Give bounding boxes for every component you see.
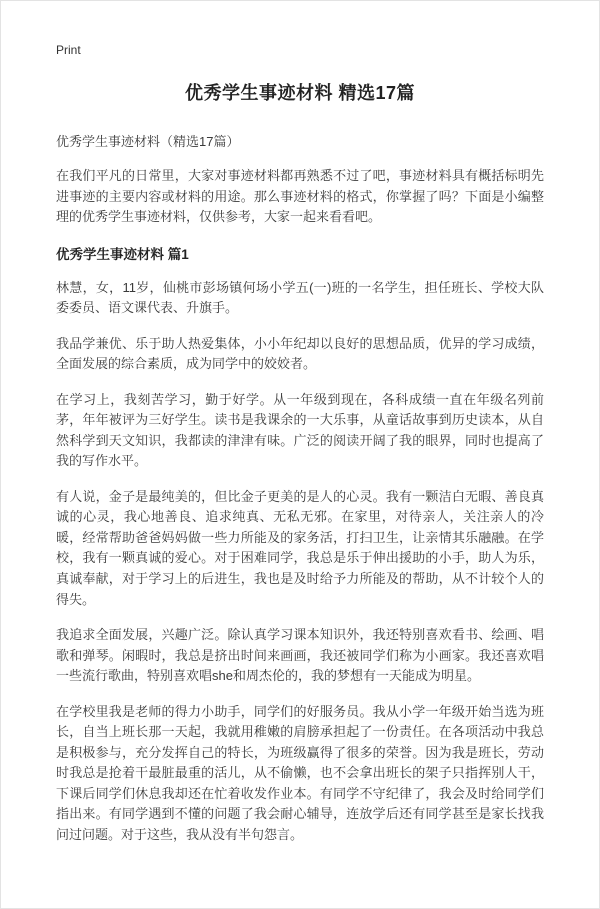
body-paragraph: 在学习上，我刻苦学习，勤于好学。从一年级到现在，各科成绩一直在年级名列前茅，年年被评为三好学生。读书是我课余的一大乐事，从童话故事到历史读本，从自然科学到天文知识，我都读的津津有味。广泛的阅读开阔了我的眼界，同时也提高了我的写作水平。 xyxy=(56,391,544,469)
body-paragraph: 我品学兼优、乐于助人热爱集体，小小年纪却以良好的思想品质，优异的学习成绩，全面发展的综合素质，成为同学中的姣姣者。 xyxy=(56,335,544,372)
print-link[interactable]: Print xyxy=(56,43,81,57)
body-paragraph: 在学校里我是老师的得力小助手，同学们的好服务员。我从小学一年级开始当选为班长，自当上班长那一天起，我就用稚嫩的肩膀承担起了一份责任。在各项活动中我总是积极参与，充分发挥自己的特长，为班级赢得了很多的荣誉。因为我是班长，劳动时我总是抢着干最脏最重的活儿，从不偷懒，也不会拿出班长的架子只指挥别人干，下课后同学们休息我却还在忙着收发作业本。有同学不守纪律了，我会及时给同学们指出来。有同学遇到不懂的问题了我会耐心辅导，连放学后还有同学甚至是家长找我问过问题。对于这些，我从没有半句怨言。 xyxy=(56,703,544,842)
document-subtitle: 优秀学生事迹材料（精选17篇） xyxy=(56,134,240,149)
intro-paragraph: 在我们平凡的日常里，大家对事迹材料都再熟悉不过了吧，事迹材料具有概括标明先进事迹的主要内容或材料的用途。那么事迹材料的格式，你掌握了吗？下面是小编整理的优秀学生事迹材料，仅供参考，大家一起来看看吧。 xyxy=(56,168,544,225)
body-paragraph: 有人说，金子是最纯美的，但比金子更美的是人的心灵。我有一颗洁白无暇、善良真诚的心灵，我心地善良、追求纯真、无私无邪。在家里，对待亲人，关注亲人的冷暖，经常帮助爸爸妈妈做一些力所能及的家务活，打扫卫生，让亲情其乐融融。在学校，我有一颗真诚的爱心。对于困难同学，我总是乐于伸出援助的小手，助人为乐，真诚奉献，对于学习上的后进生，我也是及时给予力所能及的帮助，从不计较个人的得失。 xyxy=(56,488,544,607)
document-title: 优秀学生事迹材料 精选17篇 xyxy=(184,83,416,103)
body-paragraph: 我追求全面发展，兴趣广泛。除认真学习课本知识外，我还特别喜欢看书、绘画、唱歌和弹琴。闲暇时，我总是挤出时间来画画，我还被同学们称为小画家。我还喜欢唱一些流行歌曲，特别喜欢唱she和周杰伦的，我的梦想有一天能成为明星。 xyxy=(56,627,544,684)
body-paragraph: 林慧，女，11岁，仙桃市彭场镇何场小学五(一)班的一名学生，担任班长、学校大队委委员、语文课代表、升旗手。 xyxy=(56,279,544,316)
section-1-heading: 优秀学生事迹材料 篇1 xyxy=(56,246,189,262)
